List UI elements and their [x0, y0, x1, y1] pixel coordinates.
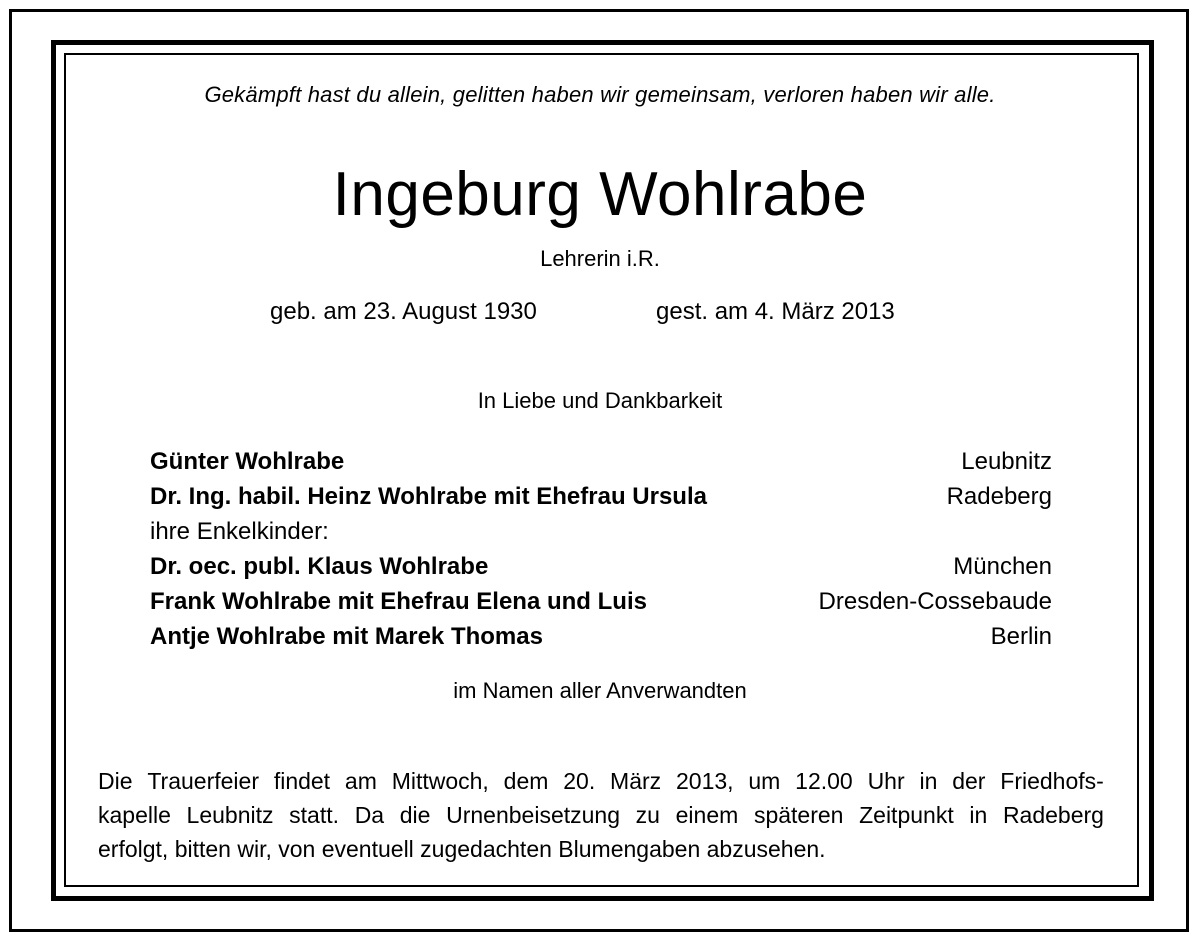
mourner-row	[150, 619, 1052, 654]
mourner-name: Günter Wohlrabe	[150, 448, 345, 475]
ceremony-word: zu	[635, 802, 660, 828]
ceremony-word: Friedhofs-	[1000, 768, 1104, 794]
mourner-city: Berlin	[990, 623, 1052, 650]
relatives-line: im Namen aller Anverwandten	[453, 678, 747, 703]
ceremony-word: Mittwoch,	[391, 768, 489, 794]
ceremony-word: 2013,	[676, 768, 734, 794]
mourner-name: Dr. Ing. habil. Heinz Wohlrabe mit Ehefrau Ursula	[150, 483, 707, 510]
mourners-list	[150, 444, 1052, 654]
mourner-city: München	[953, 553, 1052, 580]
mourner-row	[150, 444, 1052, 479]
ceremony-word: Urnenbeisetzung	[446, 802, 621, 828]
ceremony-word: Zeitpunkt	[859, 802, 954, 828]
ceremony-word: Trauerfeier	[147, 768, 259, 794]
ceremony-line	[98, 764, 1104, 798]
deceased-name: Ingeburg Wohlrabe	[332, 160, 868, 229]
mourner-name: Antje Wohlrabe mit Marek Thomas	[150, 623, 543, 650]
ceremony-word: späteren	[753, 802, 844, 828]
ceremony-word: März	[610, 768, 662, 794]
profession: Lehrerin i.R.	[540, 246, 660, 271]
ceremony-notice	[98, 764, 1104, 866]
ceremony-word: einem	[675, 802, 739, 828]
death-date: gest. am 4. März 2013	[656, 298, 895, 325]
mourner-name: Frank Wohlrabe mit Ehefrau Elena und Luis	[150, 588, 647, 615]
ceremony-word: um	[748, 768, 781, 794]
ceremony-word: statt.	[289, 802, 340, 828]
mourner-row	[150, 584, 1052, 619]
birth-date: geb. am 23. August 1930	[270, 298, 537, 325]
ceremony-word: Leubnitz	[186, 802, 274, 828]
mourner-row	[150, 479, 1052, 514]
ceremony-word: in	[919, 768, 938, 794]
ceremony-word: Uhr	[867, 768, 905, 794]
mourner-city: Radeberg	[946, 483, 1052, 510]
ceremony-word: Radeberg	[1002, 802, 1104, 828]
ceremony-word: am	[344, 768, 377, 794]
ceremony-word: dem	[503, 768, 549, 794]
grandchildren-label: ihre Enkelkinder:	[150, 518, 329, 545]
ceremony-word: findet	[273, 768, 331, 794]
dedication-line: In Liebe und Dankbarkeit	[477, 388, 723, 413]
mourner-city: Dresden-Cossebaude	[818, 588, 1052, 615]
mourner-city: Leubnitz	[961, 448, 1052, 475]
ceremony-word: 20.	[563, 768, 596, 794]
ceremony-word: Die	[98, 768, 133, 794]
ceremony-line	[98, 798, 1104, 832]
ceremony-word: Da	[354, 802, 385, 828]
ceremony-word: 12.00	[795, 768, 853, 794]
ceremony-word: der	[952, 768, 986, 794]
ceremony-word: in	[969, 802, 988, 828]
motto-quote: Gekämpft hast du allein, gelitten haben wir gemeinsam, verloren haben wir alle.	[204, 82, 996, 107]
ceremony-word: kapelle	[98, 802, 171, 828]
mourner-name: Dr. oec. publ. Klaus Wohlrabe	[150, 553, 489, 580]
ceremony-word: die	[399, 802, 431, 828]
ceremony-line: erfolgt, bitten wir, von eventuell zugedachten Blumengaben abzusehen.	[98, 836, 826, 862]
mourner-row	[150, 549, 1052, 584]
